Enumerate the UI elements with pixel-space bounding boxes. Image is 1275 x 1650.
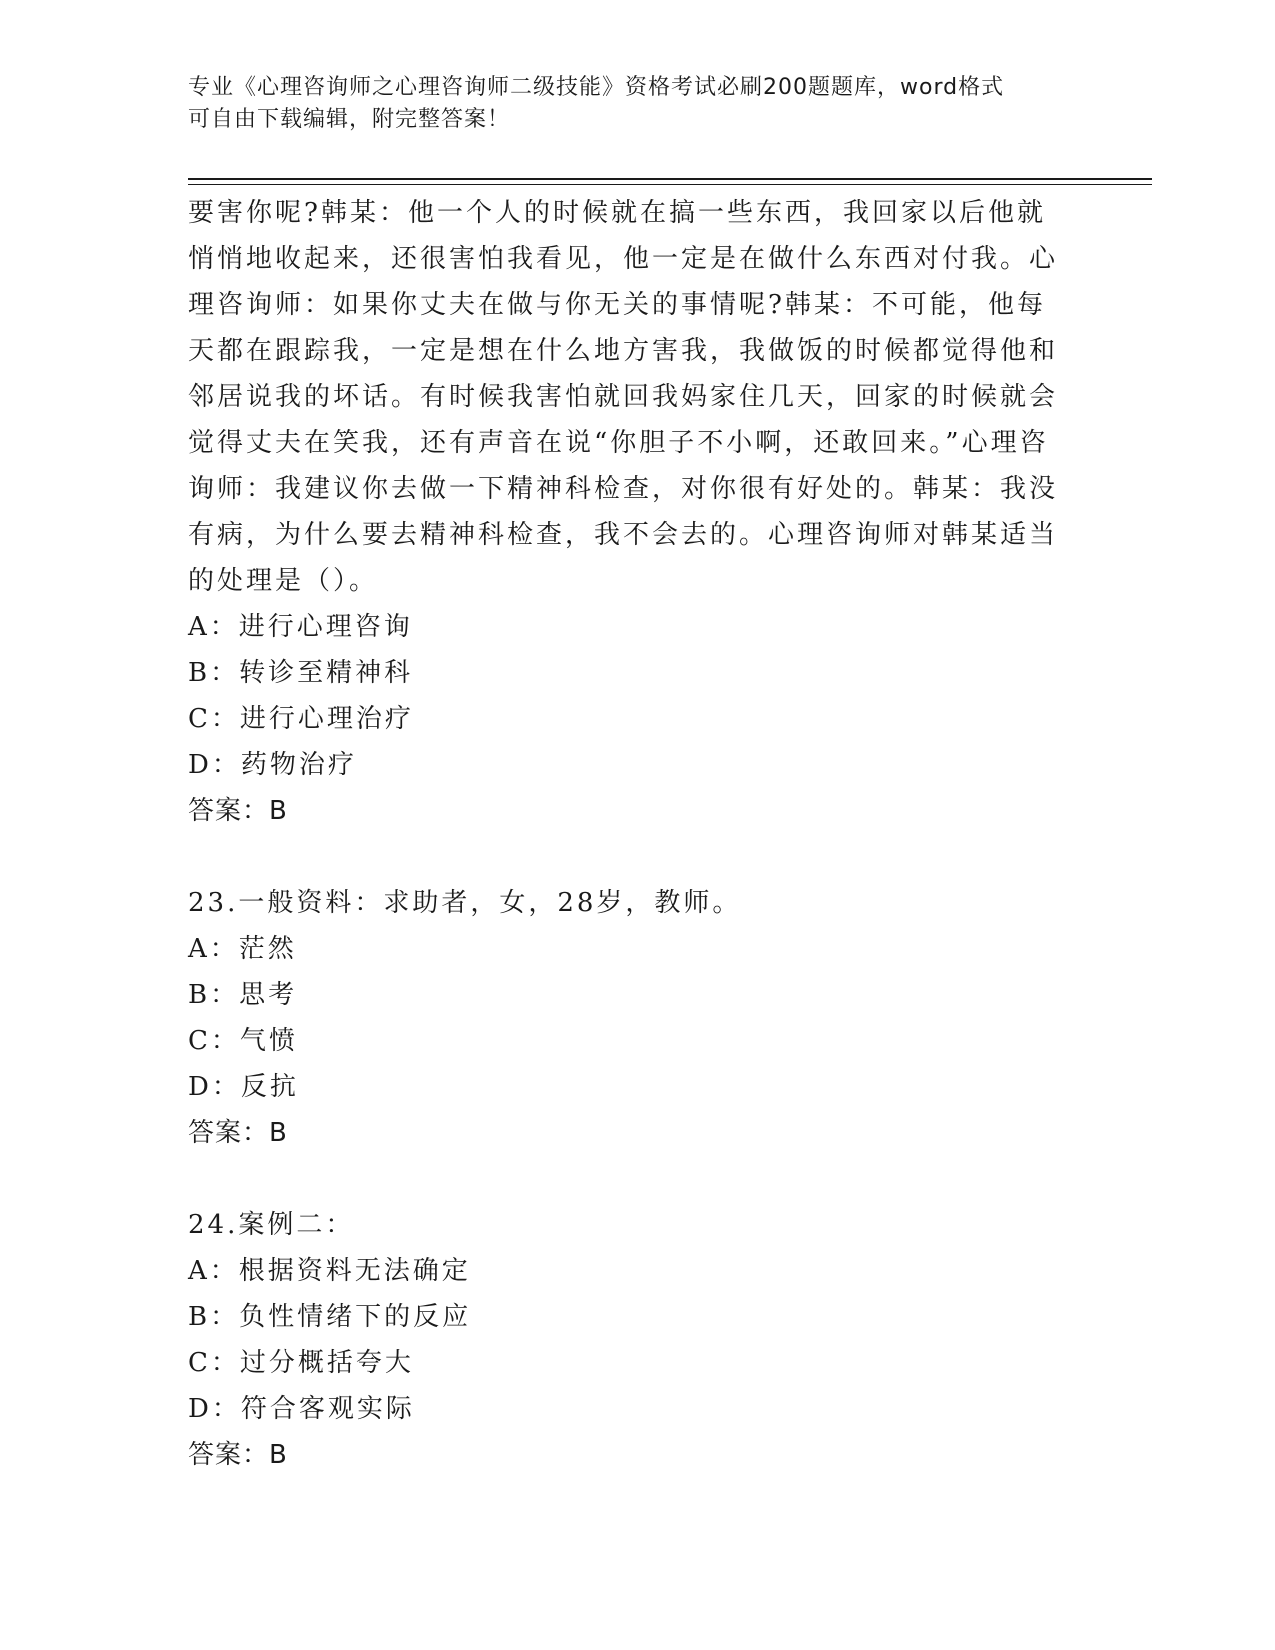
question-content [188, 190, 1068, 1478]
question-22-option-d: D：药物治疗 [188, 750, 357, 780]
header-title-line-2: 可自由下载编辑，附完整答案！ [188, 107, 511, 132]
document-header [188, 72, 1068, 136]
question-24-answer: 答案：B [188, 1440, 288, 1470]
question-23-title: 23.一般资料：求助者，女，28岁，教师。 [188, 888, 742, 918]
question-22-answer: 答案：B [188, 796, 288, 826]
spacer [188, 1156, 1068, 1202]
question-24-option-a: A：根据资料无法确定 [188, 1256, 471, 1286]
question-23-option-b: B：思考 [188, 980, 298, 1010]
header-divider-thin [188, 184, 1152, 185]
question-23-option-d: D：反抗 [188, 1072, 299, 1102]
header-title-line-1: 专业《心理咨询师之心理咨询师二级技能》资格考试必刷200题题库，word格式 [188, 75, 1005, 100]
question-23-option-a: A：茫然 [188, 934, 297, 964]
question-23 [188, 880, 1068, 1156]
question-22-option-b: B：转诊至精神科 [188, 658, 414, 688]
question-24-option-b: B：负性情绪下的反应 [188, 1302, 472, 1332]
question-24 [188, 1202, 1068, 1478]
header-divider-thick [188, 178, 1152, 180]
question-22-stem: 要害你呢?韩某：他一个人的时候就在搞一些东西，我回家以后他就悄悄地收起来，还很害怕我看见，他一定是在做什么东西对付我。心理咨询师：如果你丈夫在做与你无关的事情呢?韩某：不可能，他每天都在跟踪我，一定是想在什么地方害我，我做饭的时候都觉得他和邻居说我的坏话。有时候我害怕就回我妈家住几天，回家的时候就会觉得丈夫在笑我，还有声音在说“你胆子不小啊，还敢回来。”心理咨询师：我建议你去做一下精神科检查，对你很有好处的。韩某：我没有病，为什么要去精神科检查，我不会去的。心理咨询师对韩某适当的处理是（）。 [188, 198, 1059, 596]
question-24-title: 24.案例二： [188, 1210, 355, 1240]
question-24-option-c: C：过分概括夸大 [188, 1348, 414, 1378]
question-22 [188, 190, 1068, 834]
question-23-option-c: C：气愤 [188, 1026, 298, 1056]
spacer [188, 834, 1068, 880]
question-22-option-a: A：进行心理咨询 [188, 612, 413, 642]
question-23-answer: 答案：B [188, 1118, 288, 1148]
question-24-option-d: D：符合客观实际 [188, 1394, 415, 1424]
question-22-option-c: C：进行心理治疗 [188, 704, 414, 734]
